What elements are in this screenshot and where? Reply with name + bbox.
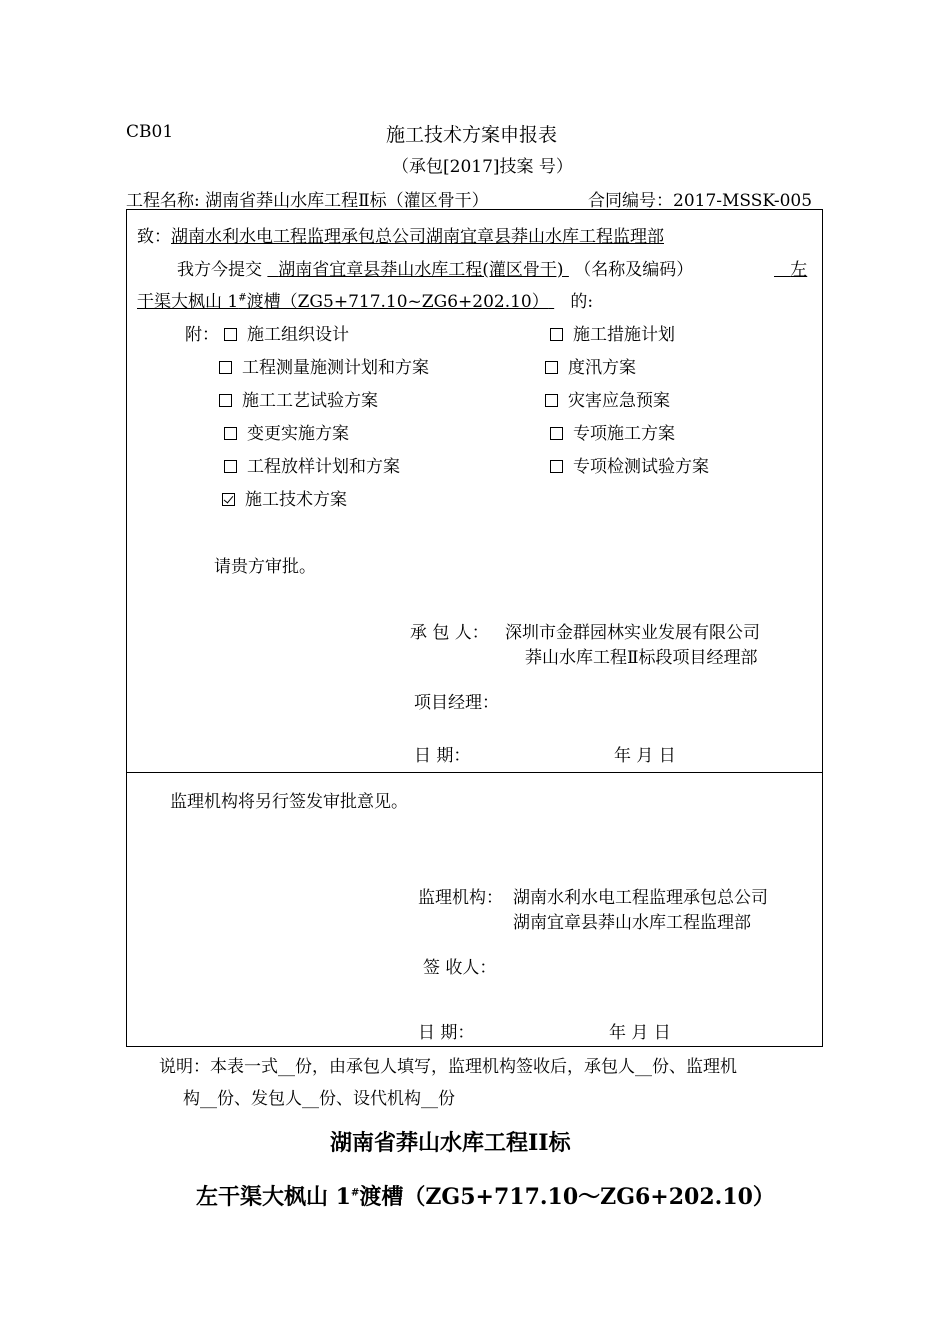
attachment-item[interactable]: 度汛方案 (545, 353, 636, 378)
date-fields: 年 月 日 (614, 746, 676, 766)
checkbox[interactable] (545, 361, 558, 374)
date-label: 日 期： (414, 746, 471, 766)
project-manager-label: 项目经理： (414, 693, 499, 713)
contractor-name: 深圳市金群园林实业发展有限公司 (505, 623, 760, 643)
supervision-org-label: 监理机构： (418, 888, 503, 908)
contract-number: 合同编号：2017-MSSK-005 (588, 191, 813, 211)
checkbox[interactable] (224, 328, 237, 341)
attachment-item[interactable]: 工程测量施测计划和方案 (219, 353, 429, 378)
recipient-line (137, 222, 664, 247)
section-divider (126, 772, 823, 773)
attachment-item[interactable]: 灾害应急预案 (545, 386, 670, 411)
note-line-2: 构__份、发包人__份、设代机构__份 (183, 1089, 455, 1109)
attachments-label: 附： (185, 325, 219, 345)
attachment-item[interactable]: 施工措施计划 (550, 320, 675, 345)
checkbox[interactable] (224, 427, 237, 440)
checkbox[interactable] (224, 460, 237, 473)
contractor-label: 承 包 人： (410, 623, 489, 643)
contractor-department: 莽山水库工程Ⅱ标段项目经理部 (525, 648, 758, 668)
checkbox[interactable] (550, 328, 563, 341)
checkbox[interactable] (219, 361, 232, 374)
receiver-label: 签 收人： (423, 958, 497, 978)
attachment-item[interactable]: 施工组织设计 (224, 320, 349, 345)
supervision-opinion: 监理机构将另行签发审批意见。 (170, 792, 408, 812)
checkbox[interactable] (545, 394, 558, 407)
attachment-item[interactable]: 变更实施方案 (224, 419, 349, 444)
note-line-1: 说明：本表一式__份，由承包人填写，监理机构签收后，承包人__份、监理机 (159, 1057, 737, 1077)
name-code-label: （名称及编码） (574, 260, 694, 280)
form-number: （承包[2017]技案 号） (392, 157, 573, 177)
submit-suffix: 的: (570, 292, 594, 312)
footer-subtitle: 左干渠大枫山 1#渡槽（ZG5+717.10～ZG6+202.10） (196, 1184, 775, 1210)
submit-item-tail: 左 (790, 260, 808, 280)
attachment-item[interactable]: 专项施工方案 (550, 419, 675, 444)
submit-item: 干渠大枫山 1#渡槽（ZG5+717.10~ZG6+202.10） (137, 292, 549, 312)
request-text: 请贵方审批。 (214, 557, 316, 577)
footer-title: 湖南省莽山水库工程II标 (330, 1130, 571, 1156)
project-name: 工程名称: 湖南省莽山水库工程Ⅱ标（灌区骨干） (126, 191, 489, 211)
recipient-label: 致： (137, 227, 171, 247)
checked-checkbox[interactable] (222, 493, 235, 506)
submission-line-2 (137, 287, 593, 312)
recipient-value: 湖南水利水电工程监理承包总公司湖南宜章县莽山水库工程监理部 (171, 227, 664, 247)
attachment-item[interactable]: 施工工艺试验方案 (219, 386, 378, 411)
form-code: CB01 (126, 122, 174, 142)
checkbox[interactable] (550, 427, 563, 440)
checkbox[interactable] (219, 394, 232, 407)
supervision-org-name: 湖南水利水电工程监理承包总公司 (513, 888, 768, 908)
submit-project: 湖南省宜章县莽山水库工程(灌区骨干) (278, 260, 564, 280)
checkbox[interactable] (550, 460, 563, 473)
supervision-date-fields: 年 月 日 (609, 1023, 671, 1043)
attachment-item[interactable]: 施工技术方案 (222, 485, 347, 510)
supervision-date-label: 日 期： (418, 1023, 475, 1043)
attachment-item[interactable]: 专项检测试验方案 (550, 452, 709, 477)
submission-line-1 (177, 255, 693, 280)
supervision-org-department: 湖南宜章县莽山水库工程监理部 (513, 913, 751, 933)
page-title: 施工技术方案申报表 (386, 124, 558, 146)
attachment-item[interactable]: 工程放样计划和方案 (224, 452, 400, 477)
submit-prefix: 我方今提交 (177, 260, 262, 280)
